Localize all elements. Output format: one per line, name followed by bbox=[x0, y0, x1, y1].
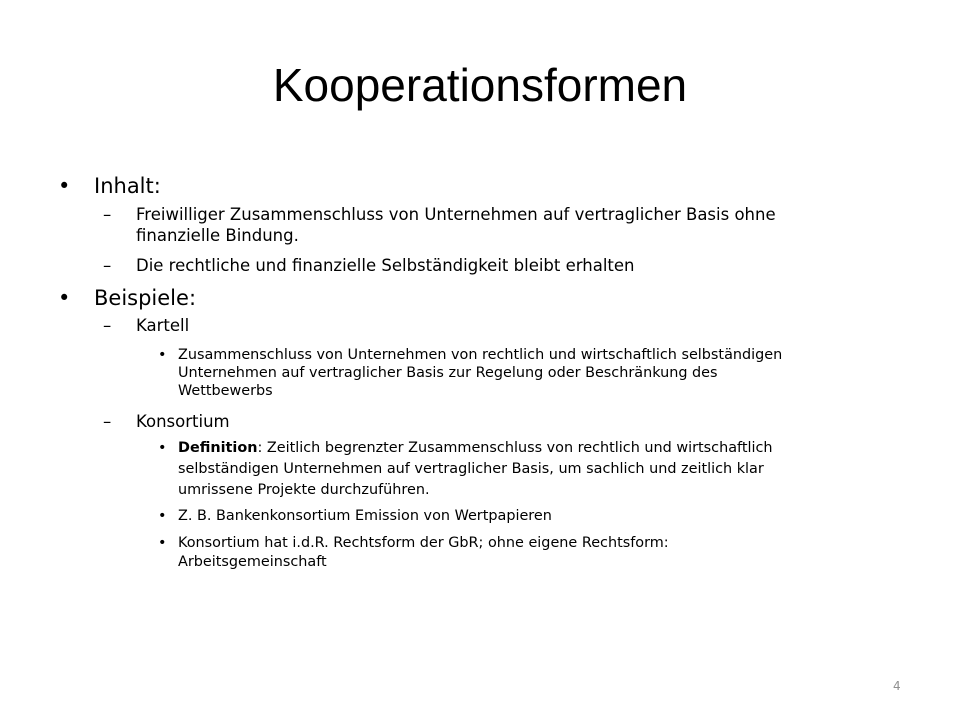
section-heading: Beispiele: bbox=[94, 286, 197, 310]
item-text: Die rechtliche und finanzielle Selbständigkeit bleibt erhalten bbox=[136, 256, 635, 275]
subitem-bold-term: Definition bbox=[178, 440, 258, 456]
section-heading: Inhalt: bbox=[94, 174, 161, 198]
page-number: 4 bbox=[893, 679, 901, 693]
dash-marker: – bbox=[103, 256, 112, 275]
bullet-dot: • bbox=[158, 535, 167, 551]
subitem-text: Z. B. Bankenkonsortium Emission von Wertpapieren bbox=[178, 508, 552, 524]
subitem-text bbox=[178, 441, 773, 455]
dash-marker: – bbox=[103, 316, 112, 335]
bullet-dot: • bbox=[158, 347, 167, 363]
bullet-dot: • bbox=[58, 286, 71, 310]
subitem-text: selbständigen Unternehmen auf vertraglicher Basis, um sachlich und zeitlich klar bbox=[178, 461, 764, 477]
subitem-text-rest: : Zeitlich begrenzter Zusammenschluss von rechtlich und wirtschaftlich bbox=[257, 440, 773, 456]
bullet-dot: • bbox=[58, 174, 71, 198]
subitem-text: umrissene Projekte durchzuführen. bbox=[178, 482, 430, 498]
item-label: Kartell bbox=[136, 316, 190, 335]
dash-marker: – bbox=[103, 412, 112, 431]
subitem-text: Arbeitsgemeinschaft bbox=[178, 554, 327, 570]
subitem-text: Unternehmen auf vertraglicher Basis zur Regelung oder Beschränkung des bbox=[178, 365, 718, 381]
subitem-text: Zusammenschluss von Unternehmen von rechtlich und wirtschaftlich selbständigen bbox=[178, 347, 783, 363]
slide-title: Kooperationsformen bbox=[272, 59, 688, 111]
bullet-dot: • bbox=[158, 508, 167, 524]
item-label: Konsortium bbox=[136, 412, 230, 431]
item-text: Freiwilliger Zusammenschluss von Unternehmen auf vertraglicher Basis ohne bbox=[136, 205, 776, 224]
dash-marker: – bbox=[103, 205, 112, 224]
subitem-text: Konsortium hat i.d.R. Rechtsform der GbR; ohne eigene Rechtsform: bbox=[178, 535, 669, 551]
item-text: finanzielle Bindung. bbox=[136, 226, 299, 245]
subitem-text: Wettbewerbs bbox=[178, 383, 273, 399]
bullet-dot: • bbox=[158, 440, 167, 456]
